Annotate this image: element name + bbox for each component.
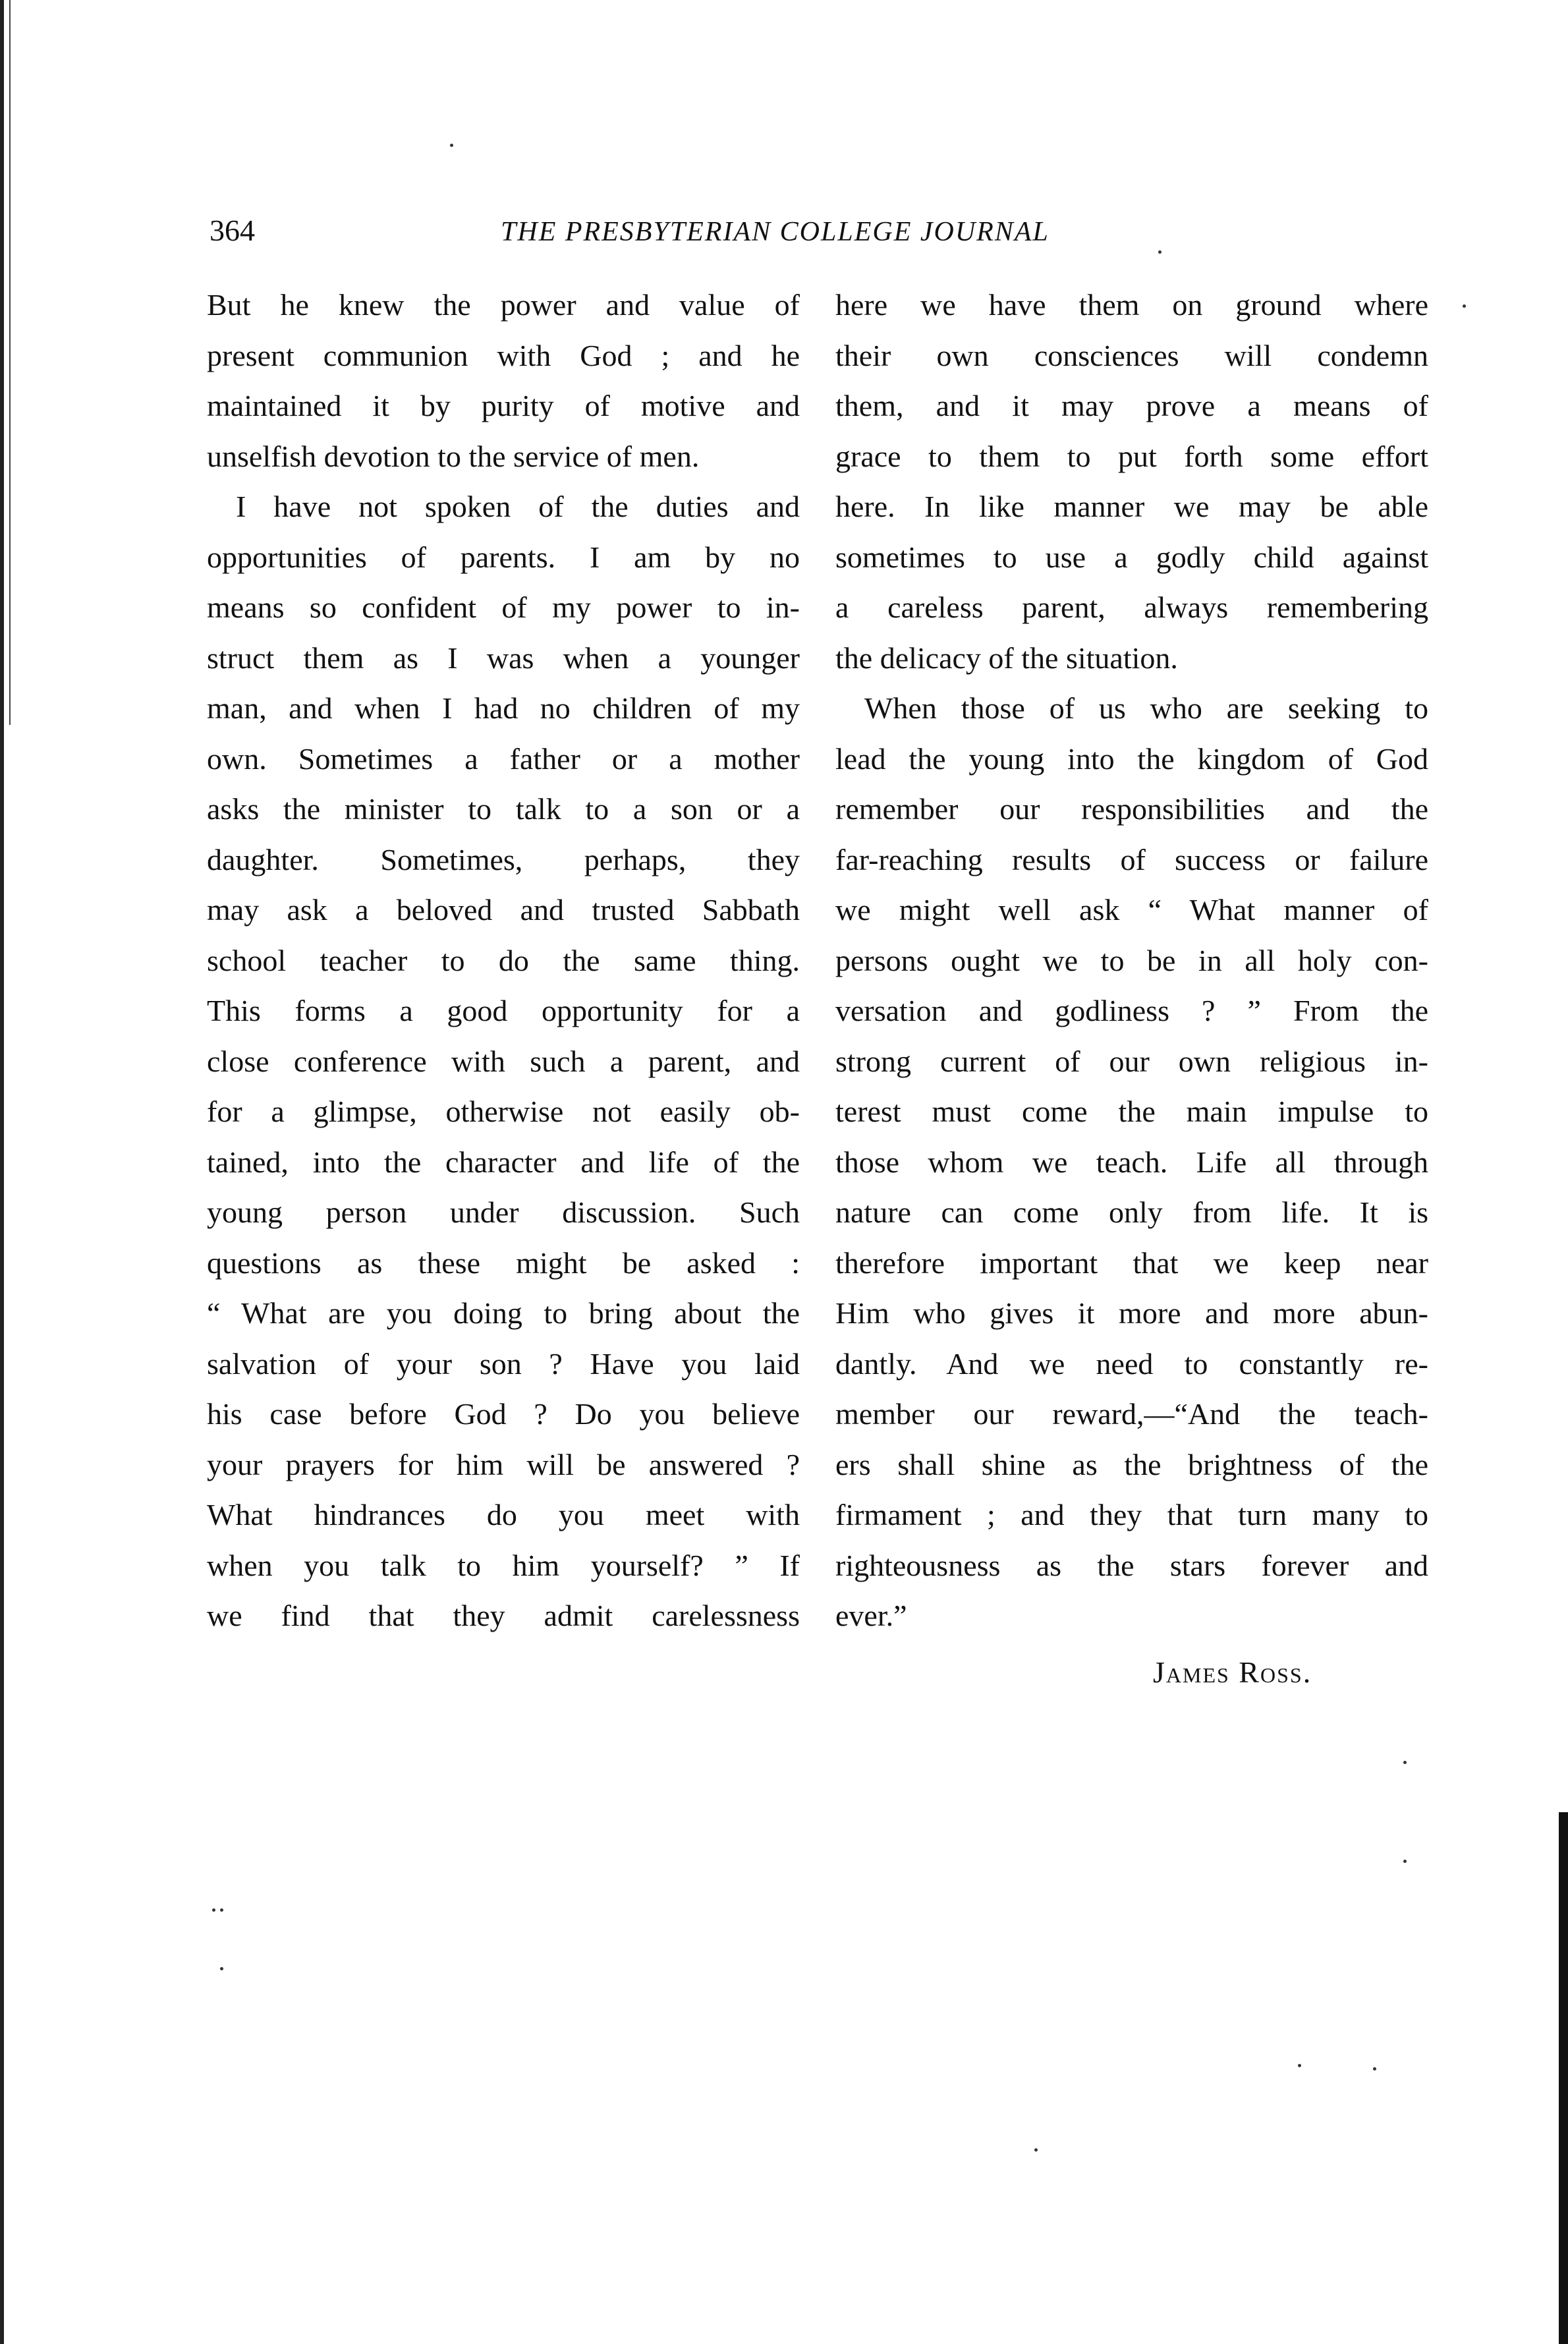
text-line: salvation of your son ? Have you laid — [207, 1346, 800, 1381]
scan-edge-right — [1559, 1812, 1568, 2344]
text-line: versation and godliness ? ” From the — [835, 994, 1428, 1027]
text-line: here we have them on ground where — [835, 288, 1428, 322]
text-line: those whom we teach. Life all through — [835, 1145, 1428, 1179]
text-line: daughter. Sometimes, perhaps, they — [207, 842, 800, 876]
text-line: strong current of our own religious in- — [835, 1044, 1428, 1078]
text-line: But he knew the power and value of — [207, 288, 800, 322]
text-line: here. In like manner we may be able — [835, 490, 1428, 523]
text-line: tained, into the character and life of the — [207, 1145, 800, 1179]
scan-speck — [1298, 2064, 1301, 2067]
signature: James Ross. — [1153, 1655, 1312, 1689]
scan-speck — [220, 1908, 223, 1912]
text-line: opportunities of parents. I am by no — [207, 540, 800, 574]
scan-speck — [1463, 304, 1466, 308]
text-line: far-reaching results of success or failure — [835, 842, 1428, 876]
text-line: righteousness as the stars forever and — [835, 1548, 1428, 1582]
running-head: THE PRESBYTERIAN COLLEGE JOURNAL — [501, 217, 1050, 247]
text-line: Him who gives it more and more abun- — [835, 1296, 1428, 1330]
text-line: we might well ask “ What manner of — [835, 893, 1428, 927]
right-column — [835, 280, 1428, 1642]
text-line: young person under discussion. Such — [207, 1195, 800, 1229]
scan-edge-left — [0, 0, 4, 2344]
text-line: we find that they admit carelessness — [207, 1599, 800, 1632]
text-line: their own consciences will condemn — [835, 338, 1428, 372]
text-line: therefore important that we keep near — [835, 1245, 1428, 1280]
text-line: unselfish devotion to the service of men. — [207, 439, 700, 473]
scan-speck — [1158, 250, 1162, 254]
left-column — [207, 280, 800, 1642]
text-line: school teacher to do the same thing. — [207, 943, 800, 977]
text-line: dantly. And we need to constantly re- — [835, 1346, 1428, 1381]
text-line: member our reward,—“And the teach- — [835, 1397, 1428, 1431]
scan-speck — [1403, 1761, 1407, 1764]
text-line: your prayers for him will be answered ? — [207, 1447, 800, 1481]
text-line: I have not spoken of the duties and — [236, 490, 800, 523]
text-line: nature can come only from life. It is — [835, 1195, 1428, 1229]
scan-speck — [212, 1908, 215, 1912]
text-line: man, and when I had no children of my — [207, 691, 800, 725]
text-line: sometimes to use a godly child against — [835, 540, 1428, 574]
text-line: for a glimpse, otherwise not easily ob- — [207, 1095, 800, 1128]
text-line: persons ought we to be in all holy con- — [835, 943, 1428, 977]
text-line: them, and it may prove a means of — [835, 389, 1428, 422]
text-line: maintained it by purity of motive and — [207, 389, 800, 422]
scan-speck — [450, 144, 453, 147]
text-line: firmament ; and they that turn many to — [835, 1498, 1428, 1531]
scan-speck — [1403, 1860, 1407, 1863]
scan-speck — [1373, 2067, 1376, 2071]
text-line: ever.” — [835, 1599, 907, 1632]
text-line: questions as these might be asked : — [207, 1245, 800, 1280]
text-line: close conference with such a parent, and — [207, 1044, 800, 1078]
text-line: terest must come the main impulse to — [835, 1095, 1428, 1128]
text-line: means so confident of my power to in- — [207, 590, 800, 624]
text-line: his case before God ? Do you believe — [207, 1397, 800, 1431]
text-line: present communion with God ; and he — [207, 338, 800, 372]
text-line: “ What are you doing to bring about the — [207, 1296, 800, 1330]
text-line: asks the minister to talk to a son or a — [207, 792, 800, 826]
text-line: remember our responsibilities and the — [835, 792, 1428, 826]
text-line: grace to them to put forth some effort — [835, 439, 1428, 473]
scan-speck — [220, 1967, 223, 1970]
scan-speck — [1034, 2148, 1038, 2152]
text-line: when you talk to him yourself? ” If — [207, 1548, 800, 1582]
text-line: own. Sometimes a father or a mother — [207, 741, 800, 776]
text-line: may ask a beloved and trusted Sabbath — [207, 893, 800, 927]
text-line: ers shall shine as the brightness of the — [835, 1447, 1428, 1481]
text-line: This forms a good opportunity for a — [207, 994, 800, 1027]
scan-edge-left-thin — [9, 0, 11, 725]
text-line: a careless parent, always remembering — [835, 590, 1428, 624]
text-line: the delicacy of the situation. — [835, 641, 1178, 675]
text-line: What hindrances do you meet with — [207, 1498, 800, 1531]
page-number: 364 — [210, 214, 255, 247]
text-line: struct them as I was when a younger — [207, 641, 800, 675]
text-line: When those of us who are seeking to — [864, 691, 1428, 725]
text-line: lead the young into the kingdom of God — [835, 741, 1428, 776]
